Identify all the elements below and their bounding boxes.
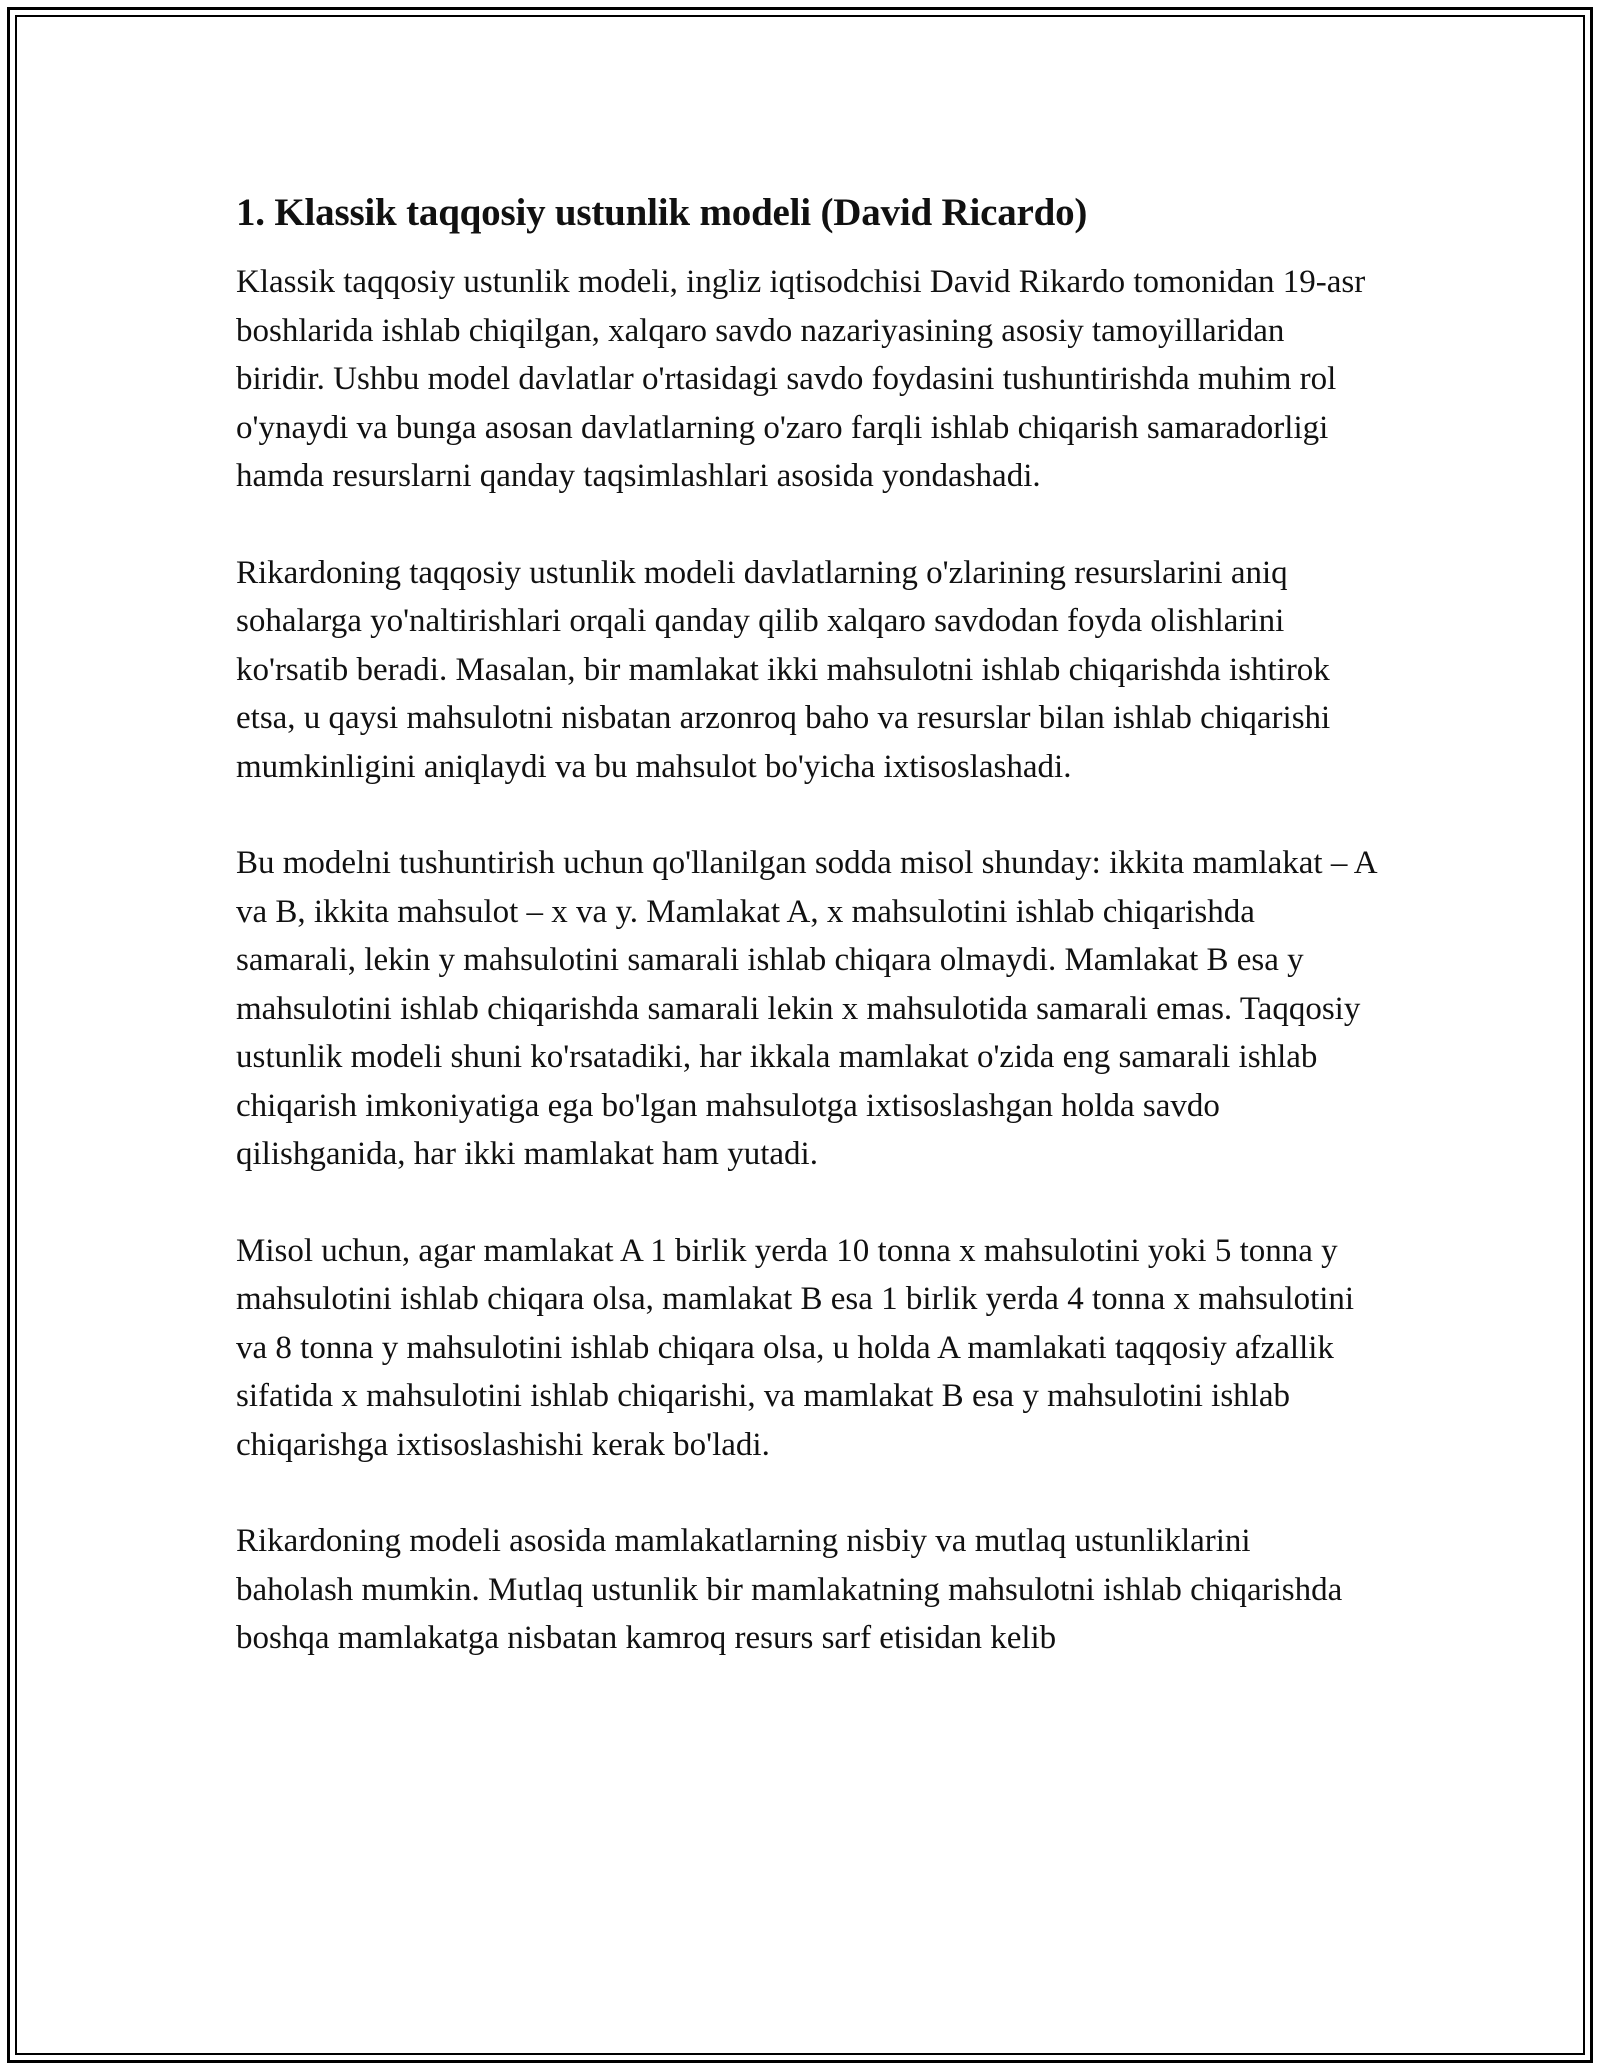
paragraph-4: Misol uchun, agar mamlakat A 1 birlik yerda 10 tonna x mahsulotini yoki 5 tonna y mahsulotini ishlab chiqara olsa, mamlakat B esa 1 birlik yerda 4 tonna x mahsulotini va 8 tonna y mahsulotini ishlab chiqara olsa, u holda A mamlakati taqqosiy afzallik sifatida x mahsulotini ishlab chiqarishi, va mamlakat B esa y mahsulotini ishlab chiqarishga ixtisoslashishi kerak bo'ladi.	[236, 1232, 1355, 1463]
section-heading: 1. Klassik taqqosiy ustunlik modeli (David Ricardo)	[236, 191, 1088, 234]
paragraph-5: Rikardoning modeli asosida mamlakatlarning nisbiy va mutlaq ustunliklarini baholash mumkin. Mutlaq ustunlik bir mamlakatning mahsulotni ishlab chiqarishda boshqa mamlakatga nisbatan kamroq resurs sarf etisidan kelib	[236, 1523, 1343, 1656]
paragraph-2: Rikardoning taqqosiy ustunlik modeli davlatlarning o'zlarining resurslarini aniq sohalarga yo'naltirishlari orqali qanday qilib xalqaro savdodan foyda olishlarini ko'rsatib beradi. Masalan, bir mamlakat ikki mahsulotni ishlab chiqarishda ishtirok etsa, u qaysi mahsulotni nisbatan arzonroq baho va resurslar bilan ishlab chiqarishi mumkinligini aniqlaydi va bu mahsulot bo'yicha ixtisoslashadi.	[236, 554, 1331, 785]
document-body	[236, 188, 1376, 1711]
paragraph-1: Klassik taqqosiy ustunlik modeli, ingliz iqtisodchisi David Rikardo tomonidan 19-asr boshlarida ishlab chiqilgan, xalqaro savdo nazariyasining asosiy tamoyillaridan biridir. Ushbu model davlatlar o'rtasidagi savdo foydasini tushuntirishda muhim rol o'ynaydi va bunga asosan davlatlarning o'zaro farqli ishlab chiqarish samaradorligi hamda resurslarni qanday taqsimlashlari asosida yondashadi.	[236, 264, 1366, 494]
paragraph-3: Bu modelni tushuntirish uchun qo'llanilgan sodda misol shunday: ikkita mamlakat – A va B, ikkita mahsulot – x va y. Mamlakat A, x mahsulotini ishlab chiqarishda samarali, lekin y mahsulotini samarali ishlab chiqara olmaydi. Mamlakat B esa y mahsulotini ishlab chiqarishda samarali lekin x mahsulotida samarali emas. Taqqosiy ustunlik modeli shuni ko'rsatadiki, har ikkala mamlakat o'zida eng samarali ishlab chiqarish imkoniyatiga ega bo'lgan mahsulotga ixtisoslashgan holda savdo qilishganida, har ikki mamlakat ham yutadi.	[236, 845, 1376, 1172]
